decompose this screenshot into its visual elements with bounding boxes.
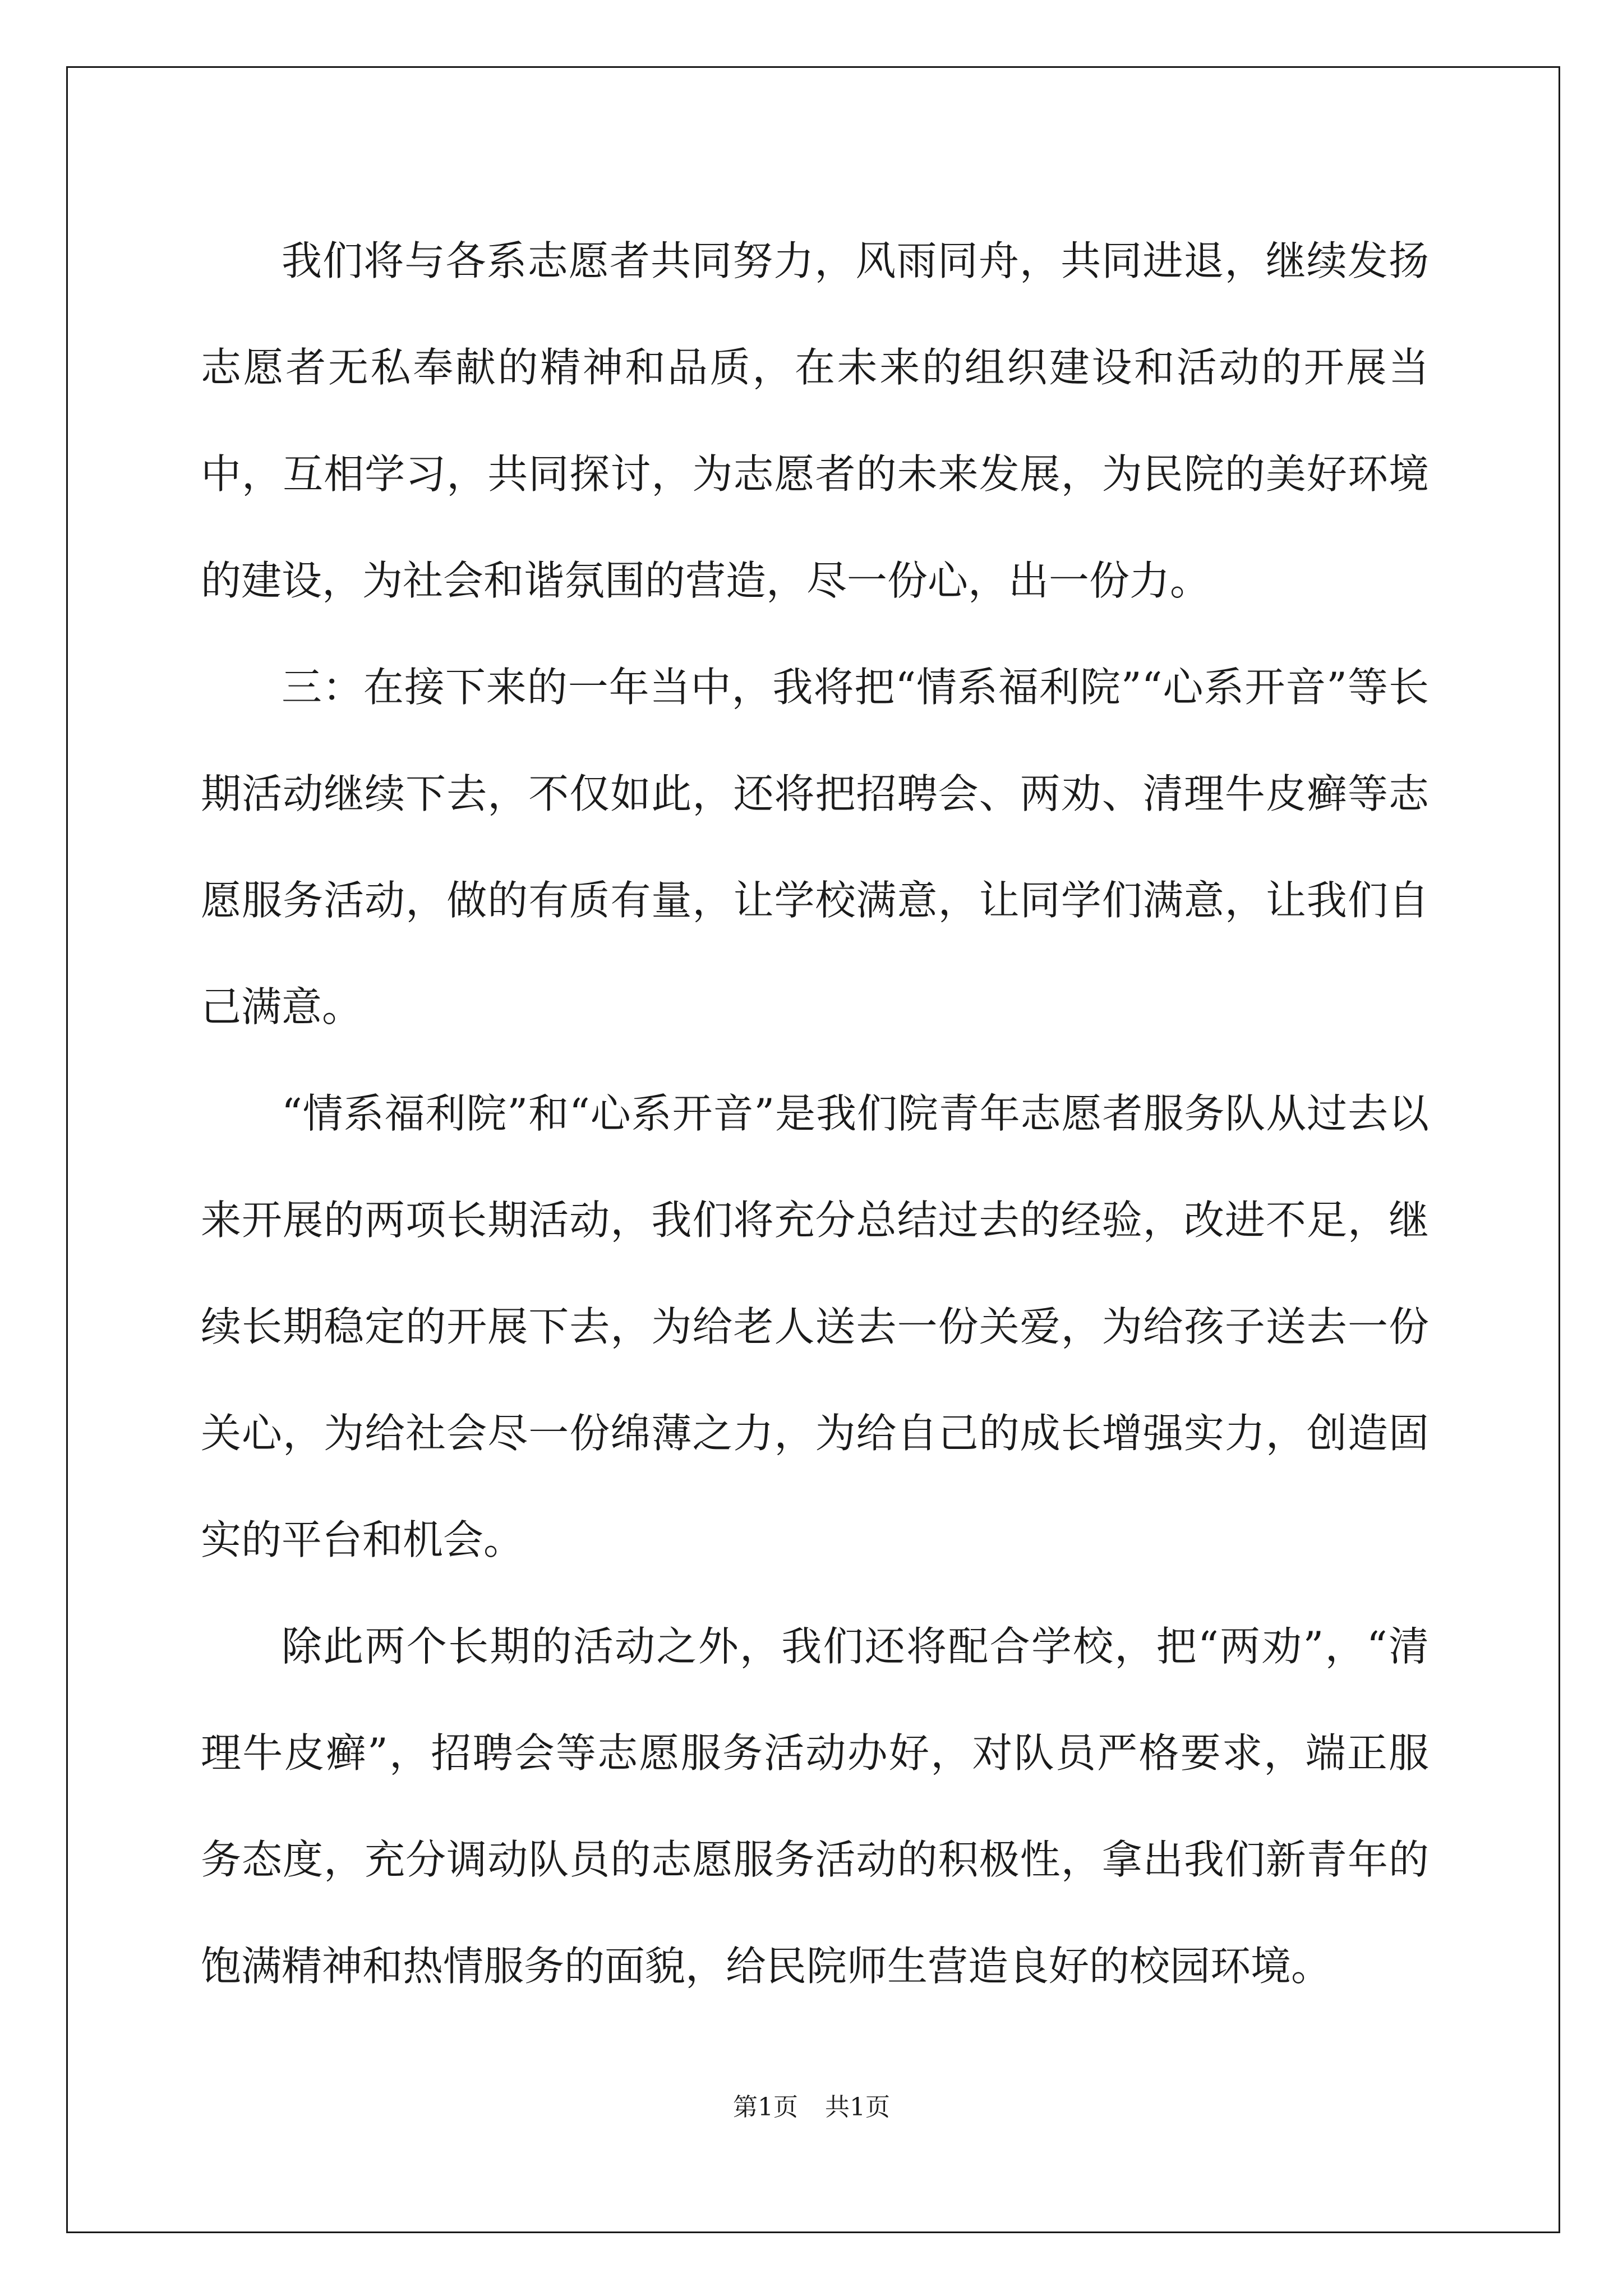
page-total: 共1页 <box>825 2093 890 2122</box>
paragraph: 我们将与各系志愿者共同努力，风雨同舟，共同进退，继续发扬志愿者无私奉献的精神和品质，在未来的组织建设和活动的开展当中，互相学习，共同探讨，为志愿者的未来发展，为民院的美好环境的建设，为社会和谐氛围的营造，尽一份心，出一份力。 <box>201 237 1429 604</box>
paragraph: 除此两个长期的活动之外，我们还将配合学校，把“两劝”，“清理牛皮癣”，招聘会等志愿服务活动办好，对队员严格要求，端正服务态度，充分调动队员的志愿服务活动的积极性，拿出我们新青年的饱满精神和热情服务的面貌，给民院师生营造良好的校园环境。 <box>201 1623 1429 1990</box>
document-body <box>201 208 1429 2019</box>
paragraph: 三：在接下来的一年当中，我将把“情系福利院”“心系开音”等长期活动继续下去，不仅如此，还将把招聘会、两劝、清理牛皮癣等志愿服务活动，做的有质有量，让学校满意，让同学们满意，让我们自己满意。 <box>201 664 1429 1030</box>
paragraph: “情系福利院”和“心系开音”是我们院青年志愿者服务队从过去以来开展的两项长期活动，我们将充分总结过去的经验，改进不足，继续长期稳定的开展下去，为给老人送去一份关爱，为给孩子送去一份关心，为给社会尽一份绵薄之力，为给自己的成长增强实力，创造固实的平台和机会。 <box>201 1090 1429 1563</box>
page-footer <box>0 2087 1623 2123</box>
page-number: 第1页 <box>733 2093 798 2122</box>
